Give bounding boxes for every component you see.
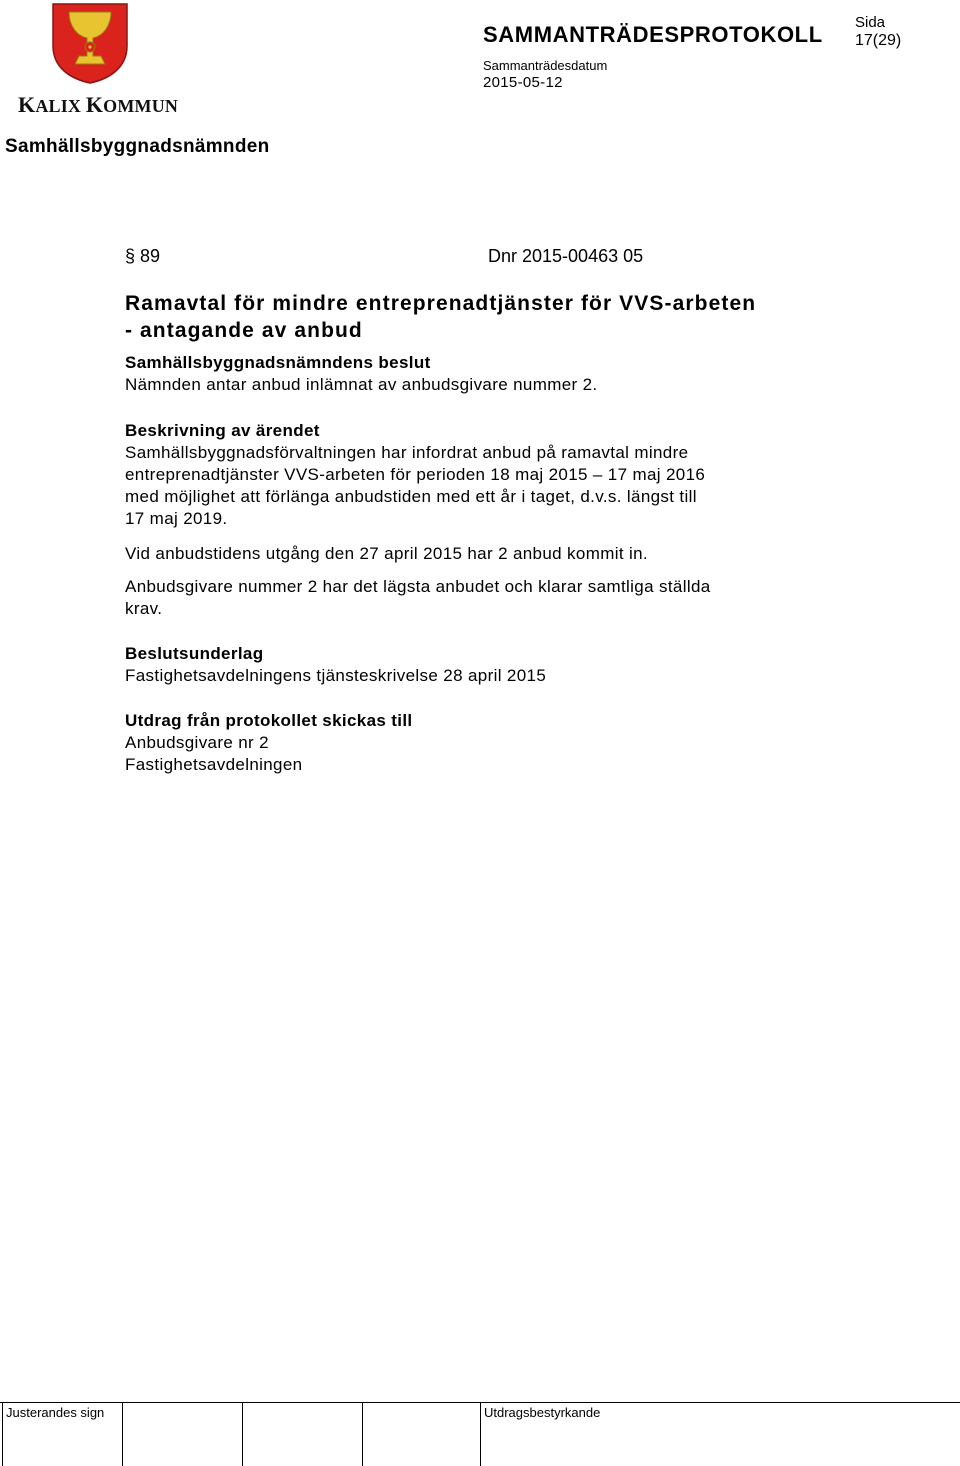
document-type-title: SAMMANTRÄDESPROTOKOLL	[483, 22, 823, 47]
kalix-kommun-logo	[8, 2, 179, 117]
coat-of-arms-icon	[51, 2, 129, 84]
extract-recipient: Anbudsgivare nr 2	[125, 733, 269, 752]
item-title	[125, 290, 885, 344]
certification-label: Utdragsbestyrkande	[484, 1405, 601, 1420]
basis-heading: Beslutsunderlag	[125, 644, 264, 663]
description-line: Anbudsgivare nummer 2 har det lägsta anbudet och klarar samtliga ställda	[125, 577, 711, 596]
meeting-date-value: 2015-05-12	[483, 74, 563, 91]
item-title-line: Ramavtal för mindre entreprenadtjänster för VVS-arbeten	[125, 292, 757, 315]
description-line: med möjlighet att förlänga anbudstiden med ett år i taget, d.v.s. längst till	[125, 487, 697, 506]
paragraph-number: § 89	[125, 246, 161, 266]
signature-box-border	[362, 1402, 363, 1466]
signature-box-border	[480, 1402, 481, 1466]
extract-recipient: Fastighetsavdelningen	[125, 755, 303, 774]
decision-text: Nämnden antar anbud inlämnat av anbudsgivare nummer 2.	[125, 375, 598, 394]
signature-box-border	[122, 1402, 123, 1466]
logo-wordmark: KALIX KOMMUN	[18, 92, 179, 117]
decision-heading: Samhällsbyggnadsnämndens beslut	[125, 353, 431, 372]
description-paragraph-2: Vid anbudstidens utgång den 27 april 2015 har 2 anbud kommit in.	[125, 544, 648, 563]
meeting-date-label: Sammanträdesdatum	[483, 58, 608, 73]
committee-name: Samhällsbyggnadsnämnden	[5, 136, 270, 157]
basis-text: Fastighetsavdelningens tjänsteskrivelse 28 april 2015	[125, 666, 547, 685]
description-line: entreprenadtjänster VVS-arbeten för perioden 18 maj 2015 – 17 maj 2016	[125, 465, 706, 484]
extract-heading: Utdrag från protokollet skickas till	[125, 711, 413, 730]
description-section	[125, 420, 835, 530]
description-heading: Beskrivning av ärendet	[125, 421, 320, 440]
page-number: 17(29)	[855, 32, 902, 49]
basis-section	[125, 643, 835, 687]
description-line: Samhällsbyggnadsförvaltningen har infordrat anbud på ramavtal mindre	[125, 443, 689, 462]
extract-section	[125, 710, 835, 776]
description-line: 17 maj 2019.	[125, 509, 228, 528]
signature-box-border	[242, 1402, 243, 1466]
signature-footer	[0, 1402, 960, 1466]
signature-box-border	[2, 1402, 3, 1466]
signature-label: Justerandes sign	[6, 1405, 105, 1420]
description-paragraph-3	[125, 576, 835, 620]
item-title-line: - antagande av anbud	[125, 319, 363, 342]
decision-section	[125, 352, 835, 396]
diary-number: Dnr 2015-00463 05	[488, 246, 644, 266]
description-line: krav.	[125, 599, 163, 618]
page-label: Sida	[855, 14, 886, 31]
